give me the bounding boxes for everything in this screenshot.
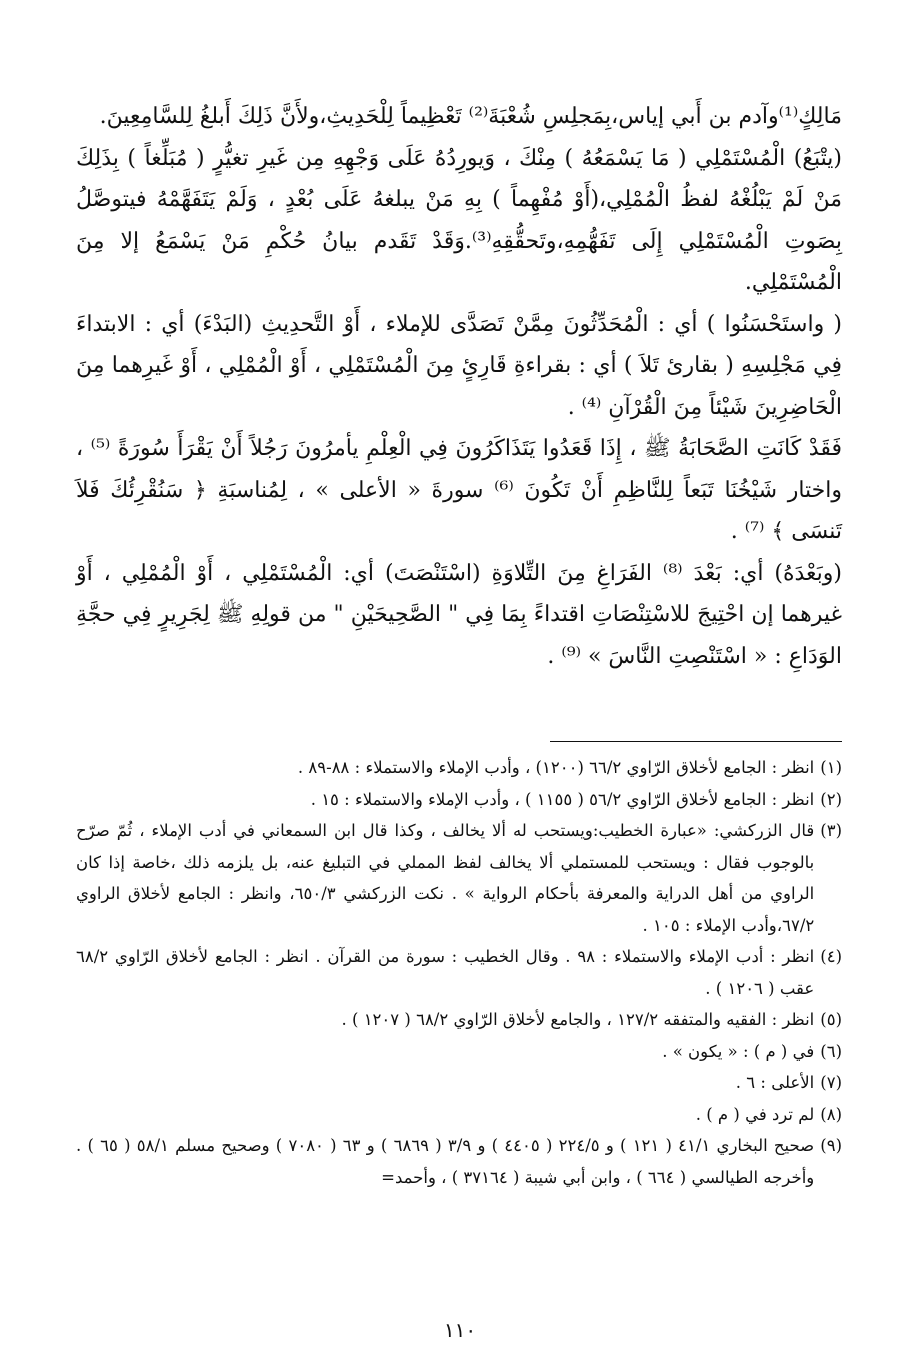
footnote-number: (٦) [820,1041,842,1061]
page-number: ١١٠ [443,1318,477,1342]
footnote-3 [76,815,842,941]
footnote-5 [76,1004,842,1036]
paragraph-1: مَالِكٍ⁽¹⁾وآدم بن أَبي إياس،بِمَجلِسِ شُعْبَةَ⁽²⁾ تَعْظِيماً لِلْحَدِيثِ،ولأَنَّ ذَلِكَ أَبلغُ لِلسَّامِعِينَ. [99,104,842,129]
footnote-8 [76,1099,842,1131]
footnote-text: صحيح البخاري ٤١/١ ( ١٢١ ) و ٢٢٤/٥ ( ٤٤٠٥ ) و ٣/٩ ( ٦٨٦٩ ) و ٦٣ ( ٧٠٨٠ ) وصحيح مسلم ٥٨/١ ( ٦٥ ) . وأخرجه الطيالسي ( ٦٦٤ ) ، وابن أبي شيبة ( ٣٧١٦٤ ) ، وأحمد= [76,1136,815,1187]
footnote-4 [76,941,842,1004]
paragraph-2: (يتْبَعُ) الْمُسْتَمْلِي ( مَا يَسْمَعُهُ ) مِنْكَ ، وَيورِدُهُ عَلَى وَجْهِهِ مِن غَيرِ تغيُّرٍ ( مُبَلِّغاً ) بِذَلِكَ مَنْ لَمْ يَبْلُغْهُ لفظُ الْمُمْلِي،(أَوْ مُفْهِماً ) بِهِ مَنْ يبلغهُ عَلَى بُعْدٍ ، وَلَمْ يَتَفَهَّمْهُ فيتوصَّلُ بِصَوتِ الْمُسْتَمْلِي إِلَى تَفَهُّمِهِ،وتَحقُّقِهِ⁽³⁾.وَقَدْ تَقَدم بيانُ حُكْمِ مَنْ يَسْمَعُ إلا مِنَ الْمُسْتَمْلِي. [76,145,842,295]
footnote-text: قال الزركشي: «عبارة الخطيب:ويستحب له ألا يخالف ، وكذا قال ابن السمعاني في أدب الإملاء ، ثُمّ صرّح بالوجوب فقال : ويستحب للمستملي ألا يخالف لفظ المملي في التبليغ عنه، بل يلزمه ذلك ،خاصة إذا كان الراوي من أهل الدراية والمعرفة بأحكام الرواية » . نكت الزركشي ٦٥٠/٣، وانظر : الجامع لأخلاق الراوي ٦٧/٢،وأدب الإملاء : ١٠٥ . [76,821,815,935]
footnote-1 [76,752,842,784]
footnote-text: لم ترد في ( م ) . [695,1104,815,1124]
footnote-9 [76,1130,842,1193]
footnote-text: انظر : الجامع لأخلاق الرّاوي ٦٦/٢ (١٢٠٠) ، وأدب الإملاء والاستملاء : ٨٨-٨٩ . [297,758,815,777]
footnotes [76,752,842,1193]
footnote-number: (٥) [820,1010,842,1029]
footnote-text: الأعلى : ٦ . [735,1073,815,1092]
paragraph-3: ( واستَحْسَنُوا ) أي : الْمُحَدِّثُونَ مِمَّنْ تَصَدَّى للإملاء ، أَوْ التَّحدِيثِ (البَدْءَ) أي : الابتداءَ فِي مَجْلِسِهِ ( بقارئ تَلاَ ) أي : بقراءةِ قَارِئٍ مِنَ الْمُسْتَمْلِي ، أَوْ الْمُمْلِي ، أَوْ غَيرِهما مِنَ الْحَاضِرِينَ شَيْئاً مِنَ الْقُرْآنِ ⁽⁴⁾ . [76,311,842,420]
footnote-number: (٨) [820,1104,842,1124]
footnote-divider [550,741,842,742]
footnote-number: (٩) [820,1136,842,1155]
footnote-text: انظر : أدب الإملاء والاستملاء : ٩٨ . وقال الخطيب : سورة من القرآن . انظر : الجامع لأخلاق الرّاوي ٦٨/٢ عقب ( ١٢٠٦ ) . [76,947,815,998]
footnote-text: انظر : الفقيه والمتفقه ١٢٧/٢ ، والجامع لأخلاق الرّاوي ٦٨/٢ ( ١٢٠٧ ) . [341,1010,815,1029]
footnote-7 [76,1067,842,1099]
footnote-number: (٤) [820,947,842,966]
footnote-number: (٢) [820,789,842,809]
paragraph-4: فَقَدْ كَانَتِ الصَّحَابَةُ ﷺ ، إِذَا قَعَدُوا يَتَذَاكَرُونَ فِي الْعِلْمِ يأمرُونَ رَجُلاً أَنْ يَقْرَأَ سُورَةً ⁽⁵⁾ ، واختار شَيْخُنَا تَبَعاً لِلنَّاظِمِ أَنْ تَكُونَ ⁽⁶⁾ سورةَ « الأعلى » ، لِمُناسبَةِ ﴿ سَنُقْرِئُكَ فَلاَ تَنسَى ﴾ ⁽⁷⁾ . [76,436,842,544]
footnote-6 [76,1036,842,1068]
footnote-number: (٧) [820,1073,842,1092]
footnote-number: (١) [820,758,842,777]
paragraph-5: (وبَعْدَهُ) أي: بَعْدَ ⁽⁸⁾ الفَرَاغِ مِنَ التِّلاوَةِ (اسْتَنْصَتَ) أي: الْمُسْتَمْلِي ، أَوْ الْمُمْلِي ، أَوْ غيرهما إن احْتِيجَ للاسْتِنْصَاتِ اقتداءً بِمَا فِي " الصَّحِيحَيْنِ " من قولِهِ ﷺ لِجَرِيرٍ فِي حجَّةِ الوَدَاعِ : « اسْتَنْصِتِ النَّاسَ » ⁽⁹⁾ . [76,560,842,669]
main-text [76,96,842,677]
footnote-number: (٣) [820,821,842,840]
footnote-text: انظر : الجامع لأخلاق الرّاوي ٥٦/٢ ( ١١٥٥ ) ، وأدب الإملاء والاستملاء : ١٥ . [310,789,815,809]
footnote-2 [76,784,842,816]
footnote-text: في ( م ) : « يكون » . [662,1041,815,1061]
